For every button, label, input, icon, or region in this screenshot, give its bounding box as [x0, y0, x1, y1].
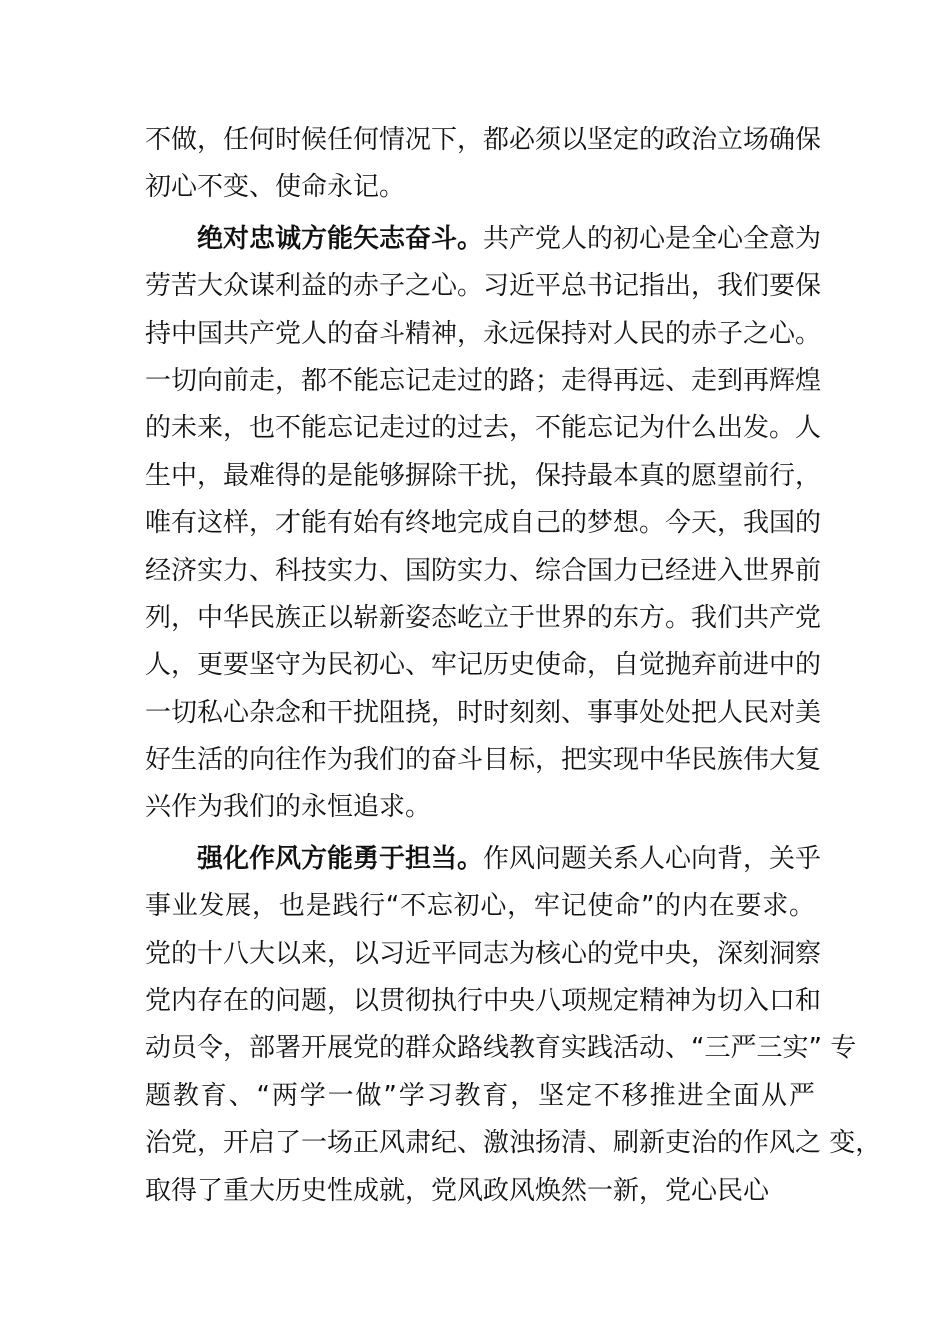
text-line: 兴作为我们的永恒追求。 — [145, 792, 432, 823]
text-line: 动员令，部署开展党的群众路线教育实践活动、“三严三实” 专 — [145, 1033, 857, 1064]
text-line: 好生活的向往作为我们的奋斗目标，把实现中华民族伟大复 — [145, 745, 822, 776]
text-line: 题教育、“两学一做”学习教育，坚定不移推进全面从严 — [145, 1080, 815, 1111]
text-line: 取得了重大历史性成就，党风政风焕然一新，党心民心 — [145, 1175, 770, 1206]
text-line: 人，更要坚守为民初心、牢记历史使命，自觉抛弃前进中的 — [145, 650, 822, 681]
text-line: 事业发展，也是践行“不忘初心，牢记使命”的内在要求。 — [145, 891, 815, 922]
text-line: 一切向前走，都不能忘记走过的路；走得再远、走到再辉煌 — [145, 365, 822, 396]
text-line: 持中国共产党人的奋斗精神，永远保持对人民的赤子之心。 — [145, 318, 822, 349]
text-line: 治党，开启了一场正风肃纪、激浊扬清、刷新吏治的作风之 变， — [145, 1128, 882, 1159]
text-line: 劳苦大众谋利益的赤子之心。习近平总书记指出，我们要保 — [145, 271, 822, 302]
text-line: 一切私心杂念和干扰阻挠，时时刻刻、事事处处把人民对美 — [145, 697, 822, 728]
text-line-tail: 作风问题关系人心向背，关乎 — [483, 843, 822, 874]
text-line: 的未来，也不能忘记走过的过去，不能忘记为什么出发。人 — [145, 413, 822, 444]
paragraph-opening-line — [145, 216, 822, 263]
text-line: 经济实力、科技实力、国防实力、综合国力已经进入世界前 — [145, 555, 822, 586]
text-line: 不做，任何时候任何情况下，都必须以坚定的政治立场确保 — [145, 125, 822, 155]
document-body — [145, 117, 882, 1215]
text-line-tail: 共产党人的初心是全心全意为 — [483, 223, 822, 254]
text-line: 党内存在的问题，以贯彻执行中央八项规定精神为切入口和 — [145, 986, 822, 1017]
text-line: 生中，最难得的是能够摒除干扰，保持最本真的愿望前行， — [145, 460, 822, 491]
paragraph-lead-heading: 强化作风方能勇于担当。 — [197, 843, 484, 874]
text-line: 唯有这样，才能有始有终地完成自己的梦想。今天，我国的 — [145, 508, 822, 539]
text-line: 初心不变、使命永记。 — [145, 172, 406, 203]
paragraph-lead-heading: 绝对忠诚方能矢志奋斗。 — [197, 223, 484, 254]
text-line: 列，中华民族正以崭新姿态屹立于世界的东方。我们共产党 — [145, 602, 822, 633]
paragraph-opening-line — [145, 836, 822, 883]
text-line: 党的十八大以来，以习近平同志为核心的党中央，深刻洞察 — [145, 938, 822, 969]
